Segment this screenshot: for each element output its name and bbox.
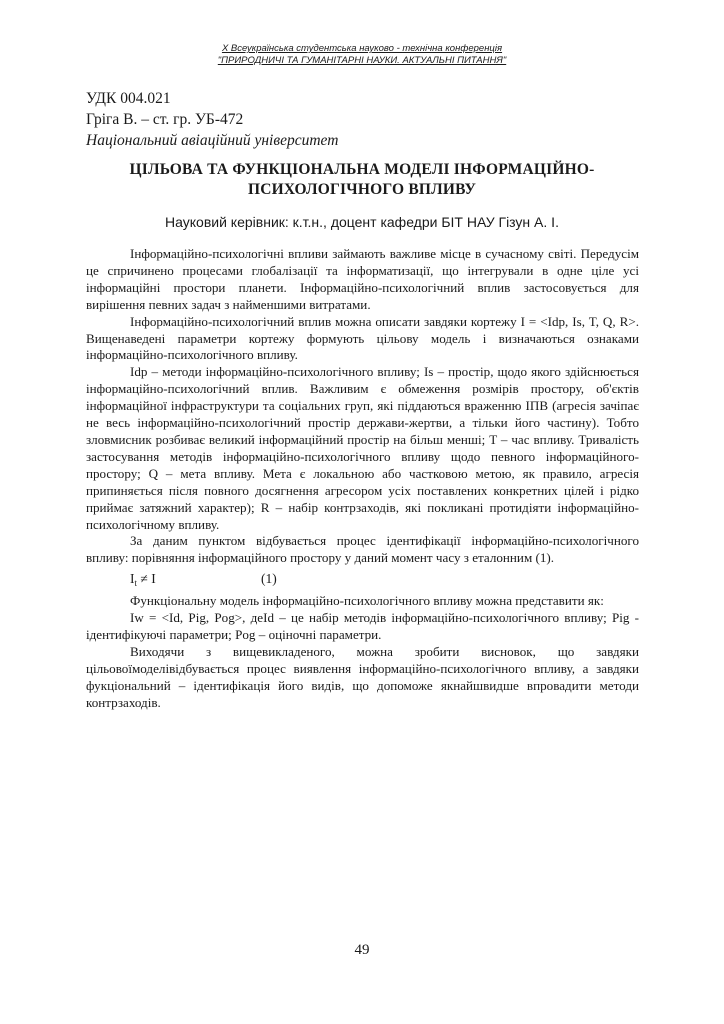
paragraph: Інформаційно-психологічні впливи займають важливе місце в сучасному світі. Передусім це спричинено процесами глобалізації та інформатизації, що інтегрували в одне ціле усі інформаційні простори планети. Інформаційно-психологічний вплив застосовується для вирішення певних задач з найменшими витратами. — [86, 246, 639, 312]
article-body — [86, 246, 639, 712]
formula-operator: ≠ — [137, 571, 152, 587]
paragraph: Функціональну модель інформаційно-психологічного впливу можна представити як: — [130, 593, 604, 609]
formula-rhs: I — [151, 571, 156, 587]
formula-lhs-subscript: t — [134, 578, 138, 589]
paragraph: Інформаційно-психологічний вплив можна описати завдяки кортежу I = <Idp, Is, T, Q, R>. Вищенаведені параметри кортежу формують цільову модель і визначаються ознаками інформаційно-психологічного впливу. — [86, 313, 639, 363]
article-title — [86, 160, 638, 200]
supervisor-line: Науковий керівник: к.т.н., доцент кафедри БІТ НАУ Гізун А. І. — [165, 214, 559, 230]
article-meta — [86, 88, 338, 151]
formula-lhs: I — [130, 571, 135, 587]
formula-1 — [86, 567, 639, 593]
title-line-1: ЦІЛЬОВА ТА ФУНКЦІОНАЛЬНА МОДЕЛІ ІНФОРМАЦІЙНО- — [129, 161, 595, 178]
udc-code: УДК 004.021 — [86, 90, 171, 107]
conference-header — [0, 43, 724, 67]
page-number: 49 — [354, 942, 370, 958]
paragraph: Iw = <Id, Pig, Pog>, деId – це набір методів інформаційно-психологічного впливу; Pig - ідентифікуючі параметри; Pog – оціночні параметри. — [86, 610, 639, 643]
paragraph: Виходячи з вищевикладеного, можна зробити висновок, що завдяки цільовоїмоделівідбувається процес виявлення інформаційно-психологічного впливу, а завдяки фукціональний – ідентифікація його видів, що допоможе якнайшвидше впровадити методи контрзаходів. — [86, 643, 639, 710]
formula-expression — [130, 567, 156, 595]
formula-number: (1) — [261, 571, 277, 587]
conference-theme: "ПРИРОДНИЧІ ТА ГУМАНІТАРНІ НАУКИ. АКТУАЛЬНІ ПИТАННЯ" — [217, 55, 507, 66]
conference-title: X Всеукраїнська студентська науково - технічна конференція — [221, 43, 503, 54]
author-line: Гріга В. – ст. гр. УБ-472 — [86, 111, 244, 128]
organization: Національний авіаційний університет — [86, 132, 339, 149]
paragraph: За даним пунктом відбувається процес ідентифікації інформаційно-психологічного впливу: порівняння інформаційного простору у даний момент часу з еталонним (1). — [86, 533, 639, 566]
paragraph: Idp – методи інформаційно-психологічного впливу; Is – простір, щодо якого здійснюється інформаційно-психологічний вплив. Важливим є обмеження розмірів простору, об'єктів інформаційної інфраструктури та соціальних груп, які піддаються враженню ІПВ (агресія зачіпає не весь інформаційно-психологічний простір держави-жертви, а тільки його частину). Тобто зловмисник розбиває великий інформаційний простір на більш менші; T – час впливу. Тривалість застосування методів інформаційно-психологічного впливу щодо певного інформаційного-простору; Q – мета впливу. Мета є локальною або частковою метою, як правило, агресія припиняється після повного досягнення агресором усіх поставлених конкретних цілей і рідко приймає затяжний характер); R – набір контрзаходів, які покликані протидіяти інформаційно-психологічному впливу. — [86, 364, 639, 532]
title-line-2: ПСИХОЛОГІЧНОГО ВПЛИВУ — [247, 181, 477, 198]
